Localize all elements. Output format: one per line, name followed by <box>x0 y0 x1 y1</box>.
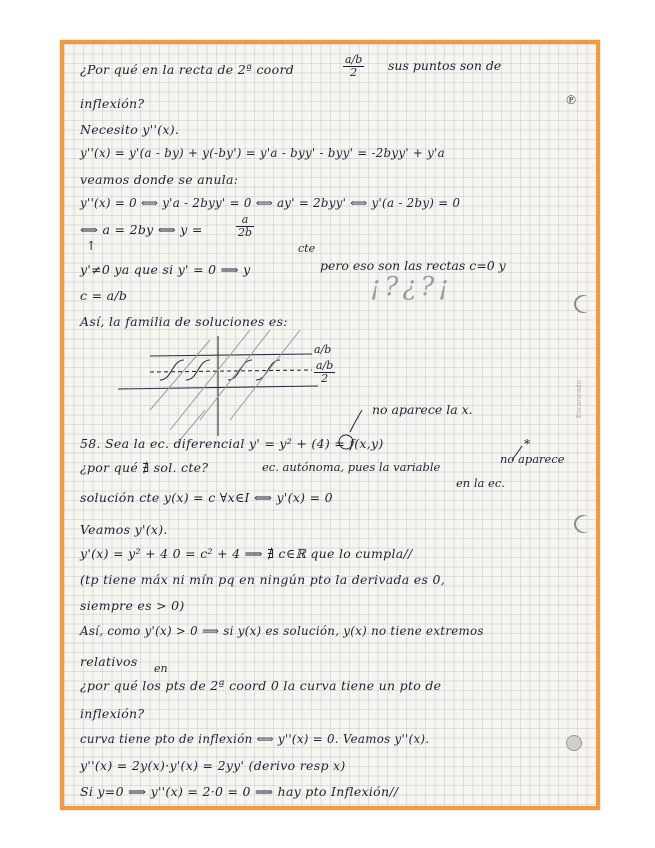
note-line-12: no aparece la x. <box>372 402 473 417</box>
fraction-y-equals: $\frac{a}{2b}$ <box>238 213 253 239</box>
note-line-9-tail: pero eso son las rectas c=0 y <box>320 258 506 273</box>
note-line-14-tail: no aparece <box>500 452 565 466</box>
side-stamp: Escaneado <box>574 380 583 418</box>
note-line-26: Si y=0 ⟹ y''(x) = 2·0 = 0 ⟹ hay pto Inflexión// <box>80 784 399 799</box>
note-line-11: Así, la familia de soluciones es: <box>80 314 288 329</box>
note-line-18: (tp tiene máx ni mín pq en ningún pto la derivada es 0, <box>80 572 445 587</box>
note-line-9: y'≠0 ya que si y' = 0 ⟹ y <box>80 262 251 277</box>
note-line-6: y''(x) = 0 ⟺ y'a - 2byy' = 0 ⟺ ay' = 2byy' ⟺ y'(a - 2by) = 0 <box>80 196 461 210</box>
note-line-13: 58. Sea la ec. diferencial y' = y² + (4) = f(x,y) <box>80 436 384 451</box>
note-line-20: Así, como y'(x) > 0 ⟹ si y(x) es solución, y(x) no tiene extremos <box>80 624 484 638</box>
note-line-14b: en la ec. <box>456 476 505 490</box>
note-line-24: curva tiene pto de inflexión ⟺ y''(x) = 0. Veamos y''(x). <box>80 732 430 746</box>
note-line-8-arrow: ↑ <box>86 238 97 253</box>
note-line-14: ¿por qué ∄ sol. cte? <box>80 460 209 475</box>
note-line-15: solución cte y(x) = c ∀x∈I ⟺ y'(x) = 0 <box>80 490 333 505</box>
note-star: * <box>524 436 531 451</box>
note-line-21-en: en <box>154 662 168 675</box>
note-line-19: siempre es > 0) <box>80 598 185 613</box>
note-line-23: inflexión? <box>80 706 145 721</box>
note-line-7: ⟺ a = 2by ⟺ y = <box>80 222 203 237</box>
note-line-16: Veamos y'(x). <box>80 522 168 537</box>
margin-symbol: ℗ <box>566 93 576 108</box>
graph-label-half: $\frac{a/b}{2}$ <box>316 359 334 385</box>
note-cte-label: cte <box>298 242 316 255</box>
note-line-25: y''(x) = 2y(x)·y'(x) = 2yy' (derivo resp x) <box>80 758 346 773</box>
fraction-a-over-b-half: $\frac{a/b}{2}$ <box>345 53 363 79</box>
note-line-3: Necesito y''(x). <box>80 122 180 137</box>
note-line-1: ¿Por qué en la recta de 2ª coord <box>80 62 295 77</box>
graph-label-a-over-b: a/b <box>314 343 332 356</box>
note-line-14-mid: ec. autónoma, pues la variable <box>262 460 441 474</box>
note-line-5: veamos donde se anula: <box>80 172 239 187</box>
question-marks: ¡?¿?¡ <box>370 272 453 302</box>
note-line-21: relativos <box>80 654 138 669</box>
note-line-22: ¿por qué los pts de 2ª coord 0 la curva tiene un pto de <box>80 678 442 693</box>
note-line-2: inflexión? <box>80 96 145 111</box>
note-line-1-tail: sus puntos son de <box>388 58 502 73</box>
note-line-17: y'(x) = y² + 4 0 = c² + 4 ⟹ ∄ c∈ℝ que lo cumpla// <box>80 546 413 561</box>
binder-hole <box>566 735 582 751</box>
note-line-4: y''(x) = y'(a - by) + y(-by') = y'a - byy' - byy' = -2byy' + y'a <box>80 146 446 160</box>
note-line-10: c = a/b <box>80 288 128 303</box>
